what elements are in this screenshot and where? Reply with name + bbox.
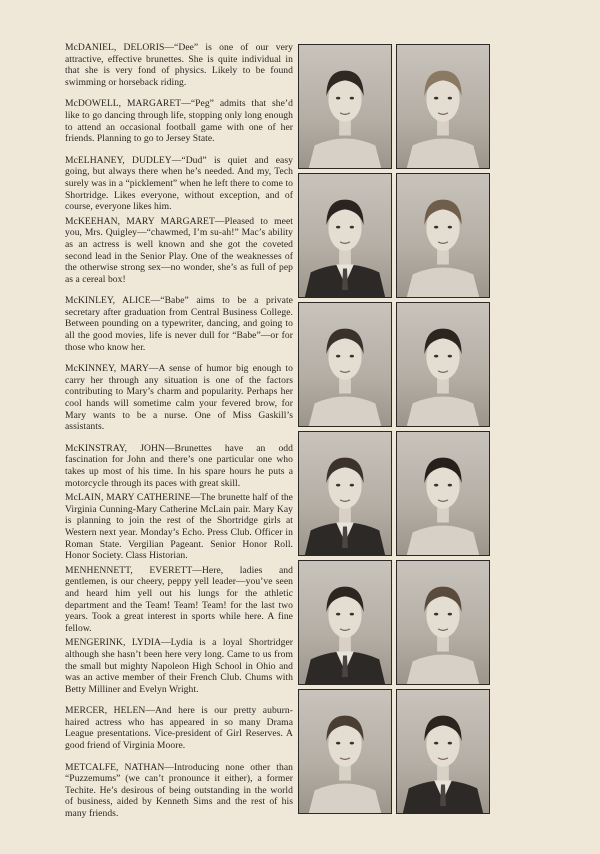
portrait-photo — [396, 302, 490, 427]
bio-mercer: MERCER, HELEN—And here is our pretty auburn-haired actress who has appeared in so many Drama League presentations. Vice-president of Girl Reserves. A good friend of Virginia Moore. — [65, 705, 293, 752]
bio-mckinstray: McKINSTRAY, JOHN—Brunettes have an odd fascination for John and there’s one particular one who takes up most of his time. In his spare hours he puts a motorcycle through its paces with great skill. — [65, 442, 293, 489]
portrait-photo — [298, 302, 392, 427]
portrait-photo — [396, 431, 490, 556]
bio-mcdaniel: McDANIEL, DELORIS—“Dee” is one of our very attractive, effective brunettes. She is quite individual in that she is very fond of physics. Likely to be found swimming or horseback riding. — [65, 42, 293, 88]
bio-menhennett: MENHENNETT, EVERETT—Here, ladies and gentlemen, is our cheery, peppy yell leader—you’ve seen and heard him yell out his lungs for the athletic department and the Team! Team! Team! for the last two years. Took a great interest in sports while here. A fine fellow. — [65, 564, 293, 634]
bio-mclain: McLAIN, MARY CATHERINE—The brunette half of the Virginia Cunning-Mary Catherine McLain pair. Mary Kay is planning to join the rest of the Shortridge girls at Western next year. Monday’s Echo. Press Club. Officer in Roman State. Vergilian Pageant. Senior Honor Roll. Honor Society. Class Historian. — [65, 492, 293, 562]
portrait-photo — [396, 44, 490, 169]
bio-mengerink: MENGERINK, LYDIA—Lydia is a loyal Shortridger although she hasn’t been here very long. Came to us from the small but mighty Napoleon High School in Ohio and was an active member of their French Club. Chums with Betty Milliner and Evelyn Wright. — [65, 637, 293, 695]
portrait-row — [298, 431, 490, 556]
portrait-photo — [298, 44, 392, 169]
bio-mcdowell: McDOWELL, MARGARET—“Peg” admits that she’d like to go dancing through life, stopping only long enough to attend an occasional football game with one of her friends. Planning to go to Jersey State. — [65, 98, 293, 145]
bio-mckeehan: McKEEHAN, MARY MARGARET—Pleased to meet you, Mrs. Quigley—“chawmed, I’m su-ah!” Mac’s ability as an actress is well known and she got the coveted second lead in the Senior Play. One of the weaknesses of the otherwise strong sex—no wonder, she’s as full of pep as a cereal box! — [65, 215, 293, 285]
senior-biographies — [65, 42, 293, 830]
portrait-photo — [396, 173, 490, 298]
portrait-photo — [298, 173, 392, 298]
portrait-photo — [396, 560, 490, 685]
portrait-photo — [298, 689, 392, 814]
portrait-grid — [298, 44, 490, 818]
bio-mckinney: McKINNEY, MARY—A sense of humor big enough to carry her through any situation is one of the factors contributing to Mary’s charm and popularity. Perhaps her cool hands will sometime calm your fevered brow, for Mary wants to be a nurse. One of Miss Gaskill’s assistants. — [65, 363, 293, 433]
portrait-row — [298, 44, 490, 169]
portrait-photo — [396, 689, 490, 814]
portrait-photo — [298, 431, 392, 556]
bio-mcelhaney: McELHANEY, DUDLEY—“Dud” is quiet and easy going, but always there when he’s needed. And my, Tech surely was in a “picklement” when he left there to come to Shortridge. Likes everyone, without exception, and of course, everyone likes him. — [65, 154, 294, 213]
portrait-row — [298, 173, 490, 298]
bio-metcalfe: METCALFE, NATHAN—Introducing none other than “Puzzemums” (we can’t pronounce it either), a former Techite. He’s desirous of being outstanding in the world of business, aided by Kenneth Sims and the rest of his many friends. — [65, 761, 293, 820]
portrait-row — [298, 689, 490, 814]
bio-mckinley: McKINLEY, ALICE—“Babe” aims to be a private secretary after graduation from Central Business College. Between pounding on a typewriter, dancing, and going to all the good movies, life is never dull for “Babe”—or for those who know her. — [65, 295, 293, 353]
portrait-row — [298, 560, 490, 685]
portrait-row — [298, 302, 490, 427]
portrait-photo — [298, 560, 392, 685]
